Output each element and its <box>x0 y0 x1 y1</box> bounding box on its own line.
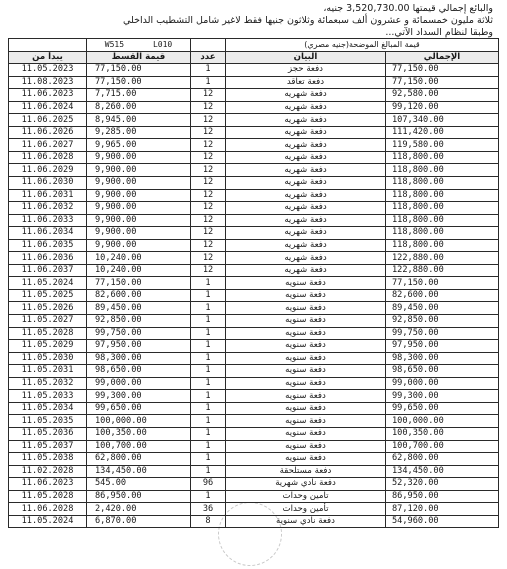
cell-description: دفعة شهريه <box>226 227 386 240</box>
cell-description: دفعة شهريه <box>226 239 386 252</box>
cell-description: دفعة شهريه <box>226 202 386 215</box>
cell-date: 11.05.2036 <box>9 427 87 440</box>
intro-line-3: وطبقا لنظام السداد الآتي... <box>385 27 493 38</box>
table-row <box>9 440 499 453</box>
cell-description: دفعة مستلحقة <box>226 465 386 478</box>
table-row <box>9 177 499 190</box>
table-row <box>9 202 499 215</box>
cell-installment: 545.00 <box>87 478 191 491</box>
cell-total: 122,880.00 <box>386 264 499 277</box>
table-row <box>9 503 499 516</box>
cell-installment: 99,750.00 <box>87 327 191 340</box>
cell-description: دفعة سنويه <box>226 327 386 340</box>
cell-installment: 9,900.00 <box>87 227 191 240</box>
cell-total: 111,420.00 <box>386 126 499 139</box>
cell-count: 12 <box>191 252 226 265</box>
unit-code-left: W515 <box>104 40 125 50</box>
cell-count: 1 <box>191 340 226 353</box>
cell-installment: 7,715.00 <box>87 89 191 102</box>
cell-count: 12 <box>191 202 226 215</box>
table-row <box>9 151 499 164</box>
cell-total: 86,950.00 <box>386 490 499 503</box>
cell-total: 118,800.00 <box>386 214 499 227</box>
cell-count: 1 <box>191 352 226 365</box>
cell-installment: 100,700.00 <box>87 440 191 453</box>
cell-date: 11.05.2035 <box>9 415 87 428</box>
cell-date: 11.05.2024 <box>9 277 87 290</box>
cell-installment: 92,850.00 <box>87 315 191 328</box>
cell-description: دفعة شهريه <box>226 177 386 190</box>
cell-total: 100,700.00 <box>386 440 499 453</box>
unit-code-right: L010 <box>152 40 173 50</box>
cell-description: دفعة سنويه <box>226 440 386 453</box>
cell-date: 11.05.2028 <box>9 327 87 340</box>
cell-description: دفعة سنويه <box>226 427 386 440</box>
cell-total: 54,960.00 <box>386 515 499 528</box>
cell-date: 11.05.2031 <box>9 365 87 378</box>
cell-description: دفعة شهريه <box>226 252 386 265</box>
cell-description: دفعة شهريه <box>226 164 386 177</box>
table-row <box>9 490 499 503</box>
cell-date: 11.05.2032 <box>9 377 87 390</box>
cell-date: 11.06.2036 <box>9 252 87 265</box>
cell-date: 11.06.2026 <box>9 126 87 139</box>
cell-installment: 77,150.00 <box>87 277 191 290</box>
table-row <box>9 214 499 227</box>
cell-count: 1 <box>191 415 226 428</box>
cell-count: 1 <box>191 427 226 440</box>
cell-date: 11.05.2023 <box>9 64 87 77</box>
cell-installment: 99,300.00 <box>87 390 191 403</box>
cell-count: 1 <box>191 277 226 290</box>
cell-description: دفعة شهريه <box>226 126 386 139</box>
cell-description: دفعة شهريه <box>226 189 386 202</box>
cell-description: دفعة سنويه <box>226 365 386 378</box>
payment-schedule-table <box>8 38 499 528</box>
cell-installment: 9,900.00 <box>87 164 191 177</box>
table-row <box>9 315 499 328</box>
table-row <box>9 101 499 114</box>
cell-date: 11.05.2037 <box>9 440 87 453</box>
cell-date: 11.02.2028 <box>9 465 87 478</box>
cell-description: دفعة شهريه <box>226 264 386 277</box>
header-description: البيان <box>226 51 386 64</box>
table-row <box>9 427 499 440</box>
cell-description: دفعة سنويه <box>226 453 386 466</box>
cell-description: دفعة سنويه <box>226 315 386 328</box>
cell-count: 1 <box>191 390 226 403</box>
table-row <box>9 139 499 152</box>
cell-total: 98,300.00 <box>386 352 499 365</box>
cell-date: 11.06.2023 <box>9 478 87 491</box>
cell-description: دفعة سنويه <box>226 402 386 415</box>
table-row <box>9 352 499 365</box>
table-row <box>9 478 499 491</box>
cell-installment: 8,945.00 <box>87 114 191 127</box>
table-row <box>9 302 499 315</box>
cell-count: 1 <box>191 365 226 378</box>
cell-total: 82,600.00 <box>386 289 499 302</box>
cell-total: 52,320.00 <box>386 478 499 491</box>
table-row <box>9 340 499 353</box>
cell-date: 11.06.2032 <box>9 202 87 215</box>
cell-count: 1 <box>191 64 226 77</box>
table-code-row <box>9 39 499 52</box>
header-total: الإجمالي <box>386 51 499 64</box>
cell-installment: 6,870.00 <box>87 515 191 528</box>
cell-installment: 9,965.00 <box>87 139 191 152</box>
cell-total: 118,800.00 <box>386 227 499 240</box>
table-row <box>9 64 499 77</box>
cell-total: 62,800.00 <box>386 453 499 466</box>
cell-description: دفعة شهريه <box>226 139 386 152</box>
cell-count: 1 <box>191 440 226 453</box>
cell-date: 11.06.2031 <box>9 189 87 202</box>
cell-description: دفعة تعاقد <box>226 76 386 89</box>
cell-count: 1 <box>191 289 226 302</box>
cell-count: 12 <box>191 164 226 177</box>
cell-date: 11.08.2023 <box>9 76 87 89</box>
cell-count: 1 <box>191 327 226 340</box>
cell-date: 11.06.2037 <box>9 264 87 277</box>
cell-installment: 2,420.00 <box>87 503 191 516</box>
cell-installment: 77,150.00 <box>87 64 191 77</box>
table-row <box>9 390 499 403</box>
cell-description: دفعة سنويه <box>226 415 386 428</box>
cell-description: دفعة شهريه <box>226 214 386 227</box>
cell-description: دفعة سنويه <box>226 289 386 302</box>
cell-installment: 99,650.00 <box>87 402 191 415</box>
table-row <box>9 114 499 127</box>
cell-count: 12 <box>191 177 226 190</box>
cell-installment: 62,800.00 <box>87 453 191 466</box>
cell-date: 11.06.2023 <box>9 89 87 102</box>
unit-code <box>87 39 191 52</box>
cell-date: 11.05.2034 <box>9 402 87 415</box>
cell-description: دفعة حجز <box>226 64 386 77</box>
cell-count: 1 <box>191 453 226 466</box>
table-row <box>9 415 499 428</box>
cell-installment: 9,900.00 <box>87 202 191 215</box>
cell-total: 77,150.00 <box>386 76 499 89</box>
cell-installment: 9,900.00 <box>87 214 191 227</box>
cell-count: 96 <box>191 478 226 491</box>
table-row <box>9 453 499 466</box>
cell-installment: 9,900.00 <box>87 239 191 252</box>
cell-installment: 98,650.00 <box>87 365 191 378</box>
table-row <box>9 89 499 102</box>
cell-description: دفعة سنويه <box>226 377 386 390</box>
cell-count: 12 <box>191 264 226 277</box>
cell-count: 12 <box>191 239 226 252</box>
cell-total: 99,300.00 <box>386 390 499 403</box>
cell-installment: 100,350.00 <box>87 427 191 440</box>
cell-description: دفعة سنويه <box>226 302 386 315</box>
table-row <box>9 76 499 89</box>
cell-total: 99,750.00 <box>386 327 499 340</box>
table-row <box>9 515 499 528</box>
cell-date: 11.05.2030 <box>9 352 87 365</box>
table-row <box>9 277 499 290</box>
cell-date: 11.06.2025 <box>9 114 87 127</box>
table-row <box>9 264 499 277</box>
cell-installment: 86,950.00 <box>87 490 191 503</box>
cell-description: تأمين وحدات <box>226 503 386 516</box>
cell-count: 1 <box>191 377 226 390</box>
table-row <box>9 365 499 378</box>
cell-installment: 9,285.00 <box>87 126 191 139</box>
cell-total: 119,580.00 <box>386 139 499 152</box>
cell-date: 11.06.2028 <box>9 503 87 516</box>
cell-date: 11.05.2028 <box>9 490 87 503</box>
cell-installment: 89,450.00 <box>87 302 191 315</box>
cell-count: 1 <box>191 302 226 315</box>
table-row <box>9 377 499 390</box>
cell-count: 12 <box>191 214 226 227</box>
cell-date: 11.05.2025 <box>9 289 87 302</box>
cell-total: 97,950.00 <box>386 340 499 353</box>
cell-description: دفعة سنويه <box>226 277 386 290</box>
cell-count: 1 <box>191 76 226 89</box>
cell-total: 77,150.00 <box>386 277 499 290</box>
table-row <box>9 239 499 252</box>
cell-total: 118,800.00 <box>386 151 499 164</box>
cell-total: 118,800.00 <box>386 202 499 215</box>
cell-total: 99,120.00 <box>386 101 499 114</box>
cell-count: 12 <box>191 101 226 114</box>
table-row <box>9 126 499 139</box>
cell-total: 118,800.00 <box>386 164 499 177</box>
cell-date: 11.05.2033 <box>9 390 87 403</box>
cell-total: 92,850.00 <box>386 315 499 328</box>
intro-line-1: والبائع إجمالي قيمتها 3,520,730.00 جنيه، <box>323 3 493 14</box>
cell-count: 36 <box>191 503 226 516</box>
cell-installment: 97,950.00 <box>87 340 191 353</box>
table-header-row <box>9 51 499 64</box>
table-row <box>9 289 499 302</box>
cell-date: 11.06.2028 <box>9 151 87 164</box>
cell-description: دفعة نادي شهرية <box>226 478 386 491</box>
cell-total: 77,150.00 <box>386 64 499 77</box>
table-row <box>9 402 499 415</box>
cell-description: دفعة سنويه <box>226 352 386 365</box>
header-date: يبدأ من <box>9 51 87 64</box>
cell-count: 1 <box>191 465 226 478</box>
cell-count: 12 <box>191 151 226 164</box>
cell-count: 12 <box>191 126 226 139</box>
cell-date: 11.05.2038 <box>9 453 87 466</box>
cell-date: 11.05.2024 <box>9 515 87 528</box>
table-row <box>9 252 499 265</box>
cell-description: دفعة نادي سنوية <box>226 515 386 528</box>
table-row <box>9 189 499 202</box>
cell-count: 12 <box>191 227 226 240</box>
cell-description: دفعة سنويه <box>226 340 386 353</box>
cell-date: 11.06.2033 <box>9 214 87 227</box>
cell-installment: 8,260.00 <box>87 101 191 114</box>
cell-total: 89,450.00 <box>386 302 499 315</box>
cell-installment: 10,240.00 <box>87 252 191 265</box>
cell-count: 12 <box>191 89 226 102</box>
cell-date: 11.06.2024 <box>9 101 87 114</box>
cell-date: 11.06.2027 <box>9 139 87 152</box>
cell-total: 118,800.00 <box>386 177 499 190</box>
table-row <box>9 465 499 478</box>
cell-description: دفعة شهريه <box>226 114 386 127</box>
table-row <box>9 327 499 340</box>
cell-installment: 100,000.00 <box>87 415 191 428</box>
cell-total: 122,880.00 <box>386 252 499 265</box>
cell-total: 99,000.00 <box>386 377 499 390</box>
header-installment: قيمة القسط <box>87 51 191 64</box>
cell-description: تأمين وحدات <box>226 490 386 503</box>
cell-count: 12 <box>191 139 226 152</box>
cell-count: 1 <box>191 402 226 415</box>
intro-line-2: ثلاثة مليون خمسمائة و عشرون ألف سبعمائة وثلاثون جنيها فقط لاغير شامل التشطيب الداخلي <box>123 15 493 26</box>
cell-total: 118,800.00 <box>386 189 499 202</box>
cell-total: 100,350.00 <box>386 427 499 440</box>
cell-total: 87,120.00 <box>386 503 499 516</box>
cell-installment: 10,240.00 <box>87 264 191 277</box>
cell-installment: 82,600.00 <box>87 289 191 302</box>
cell-description: دفعة سنويه <box>226 390 386 403</box>
cell-description: دفعة شهريه <box>226 101 386 114</box>
cell-installment: 9,900.00 <box>87 151 191 164</box>
cell-total: 118,800.00 <box>386 239 499 252</box>
cell-installment: 77,150.00 <box>87 76 191 89</box>
cell-total: 99,650.00 <box>386 402 499 415</box>
cell-date: 11.05.2026 <box>9 302 87 315</box>
table-row <box>9 164 499 177</box>
table-row <box>9 227 499 240</box>
table-title: قيمة المبالغ الموضحة(جنيه مصري) <box>226 39 499 52</box>
cell-installment: 9,900.00 <box>87 189 191 202</box>
cell-description: دفعة شهريه <box>226 151 386 164</box>
header-count: عدد <box>191 51 226 64</box>
cell-date: 11.06.2030 <box>9 177 87 190</box>
cell-total: 92,580.00 <box>386 89 499 102</box>
cell-description: دفعة شهريه <box>226 89 386 102</box>
cell-date: 11.06.2034 <box>9 227 87 240</box>
cell-installment: 98,300.00 <box>87 352 191 365</box>
cell-date: 11.06.2029 <box>9 164 87 177</box>
cell-total: 100,000.00 <box>386 415 499 428</box>
cell-installment: 134,450.00 <box>87 465 191 478</box>
cell-total: 107,340.00 <box>386 114 499 127</box>
cell-count: 12 <box>191 189 226 202</box>
cell-date: 11.05.2029 <box>9 340 87 353</box>
cell-count: 1 <box>191 490 226 503</box>
cell-count: 1 <box>191 315 226 328</box>
cell-date: 11.05.2027 <box>9 315 87 328</box>
cell-installment: 99,000.00 <box>87 377 191 390</box>
cell-count: 12 <box>191 114 226 127</box>
cell-count: 8 <box>191 515 226 528</box>
cell-installment: 9,900.00 <box>87 177 191 190</box>
cell-date: 11.06.2035 <box>9 239 87 252</box>
cell-total: 98,650.00 <box>386 365 499 378</box>
cell-total: 134,450.00 <box>386 465 499 478</box>
